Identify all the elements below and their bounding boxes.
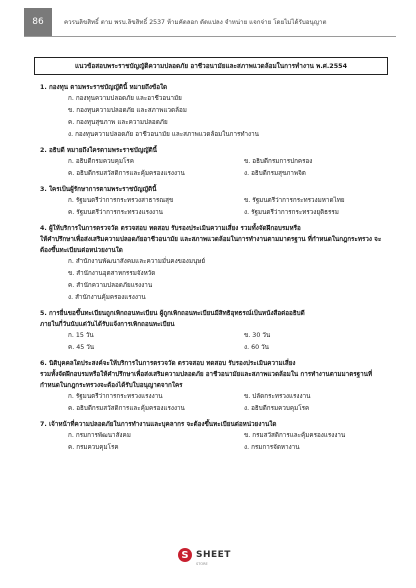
copyright-notice: ควรนลิขสิทธิ์ ตาม พรบ.ลิขสิทธิ์ 2537 ห้ามคัดลอก ดัดแปลง จำหน่าย แจกจ่าย โดยไม่ได้รับอนุญาต: [64, 19, 327, 26]
question-5: [40, 308, 392, 330]
option: ง. อธิบดีกรมควบคุมโรค: [244, 405, 310, 412]
logo-subtext: STORE: [196, 562, 208, 566]
option: ก. รัฐมนตรีว่าการกระทรวงแรงงาน: [68, 393, 163, 400]
option: ข. 30 วัน: [244, 332, 271, 339]
option: ค. 45 วัน: [68, 344, 95, 351]
logo-text: SHEET: [196, 550, 231, 560]
question-list: [40, 82, 392, 454]
option: ข. ปลัดกระทรวงแรงงาน: [244, 393, 311, 400]
option: ง. อธิบดีกรมสุขภาพจิต: [244, 170, 306, 177]
option: ค. อธิบดีกรมสวัสดิการและคุ้มครองแรงงาน: [68, 170, 185, 177]
question-6-line: 6. นิติบุคคลใดประสงค์จะให้บริการในการตรวจวัด ตรวจสอบ ทดสอบ รับรองประเมินความเสี่ยง: [40, 360, 296, 367]
option: ข. กองทุนความปลอดภัย และสภาพแวดล้อม: [68, 107, 187, 114]
option: ก. กองทุนความปลอดภัย และอาชีวอนามัย: [68, 95, 182, 102]
question-4-cont: ให้คำปรึกษาเพื่อส่งเสริมความปลอดภัยอาชีวอนามัย และสภาพแวดล้อมในการทำงานตามมาตรฐาน ที่กำหนดในกฎกระทรวง จะต้องขึ้นทะเบียนต่อหน่วยงานใด: [40, 236, 382, 254]
question-5-line: 5. การยื่นขอขึ้นทะเบียนถูกเพิกถอนทะเบียน ผู้ถูกเพิกถอนทะเบียนมีสิทธิอุทธรณ์เป็นหนังสือต่ออธิบดี: [40, 310, 305, 317]
question-6: [40, 358, 392, 391]
option: ก. 15 วัน: [68, 332, 94, 339]
option: ง. รัฐมนตรีว่าการกระทรวงยุติธรรม: [244, 209, 339, 216]
option: ง. กรมการจัดหางาน: [244, 444, 300, 451]
option: ค. สำนักความปลอดภัยแรงงาน: [68, 282, 153, 289]
option: ก. สำนักงานพัฒนาสังคมและความมั่นคงของมนุษย์: [68, 258, 206, 265]
page-header: [24, 8, 396, 37]
option: ก. อธิบดีกรมควบคุมโรค: [68, 158, 134, 165]
question-6-cont: รวมทั้งจัดฝึกอบรมหรือให้คำปรึกษาเพื่อส่งเสริมความปลอดภัย อาชีวอนามัยและสภาพแวดล้อมใน การทำงานตามมาตรฐานที่กำหนดในกฎกระทรวงจะต้องได้รับใบอนุญาตจากใคร: [40, 371, 373, 389]
option: ก. รัฐมนตรีว่าการกระทรวงสาธารณสุข: [68, 197, 174, 204]
question-7: 7. เจ้าหน้าที่ความปลอดภัยในการทำงานและบุคลากร จะต้องขึ้นทะเบียนต่อหน่วยงานใด: [40, 421, 277, 428]
option: ค. อธิบดีกรมสวัสดิการและคุ้มครองแรงงาน: [68, 405, 185, 412]
option: ข. กรมสวัสดิการและคุ้มครองแรงงาน: [244, 432, 346, 439]
question-4: [40, 223, 392, 256]
option: ง. 60 วัน: [244, 344, 269, 351]
question-5-cont: ภายในกี่วันนับแต่วันได้รับแจ้งการเพิกถอนทะเบียน: [40, 321, 175, 328]
option: ค. รัฐมนตรีว่าการกระทรวงแรงงาน: [68, 209, 163, 216]
logo-icon: S: [178, 548, 192, 562]
question-4-line: 4. ผู้ให้บริการในการตรวจวัด ตรวจสอบ ทดสอบ รับรองประเมินความเสี่ยง รวมทั้งจัดฝึกอบรมหรือ: [40, 225, 301, 232]
option: ค. กองทุนสุขภาพ และความปลอดภัย: [68, 119, 168, 126]
option: ข. อธิบดีกรมการปกครอง: [244, 158, 313, 165]
option: ง. สำนักงานคุ้มครองแรงงาน: [68, 294, 146, 301]
option: ข. สำนักงานอุตสาหกรรมจังหวัด: [68, 270, 156, 277]
question-3: 3. ใครเป็นผู้รักษาการตามพระราชบัญญัตินี้: [40, 186, 157, 193]
option: ค. กรมควบคุมโรค: [68, 444, 119, 451]
sheet-store-logo: [178, 548, 231, 562]
option: ง. กองทุนความปลอดภัย อาชีวอนามัย และสภาพแวดล้อมในการทำงาน: [68, 131, 259, 138]
exam-title: แนวข้อสอบพระราชบัญญัติความปลอดภัย อาชีวอนามัยและสภาพแวดล้อมในการทำงาน พ.ศ.2554: [34, 57, 388, 75]
option: ข. รัฐมนตรีว่าการกระทรวงมหาดไทย: [244, 197, 345, 204]
page-number: 86: [24, 8, 52, 36]
option: ก. กรมการพัฒนาสังคม: [68, 432, 131, 439]
question-1: 1. กองทุน ตามพระราชบัญญัตินี้ หมายถึงข้อใด: [40, 84, 168, 91]
question-2: 2. อธิบดี หมายถึงใครตามพระราชบัญญัตินี้: [40, 147, 157, 154]
